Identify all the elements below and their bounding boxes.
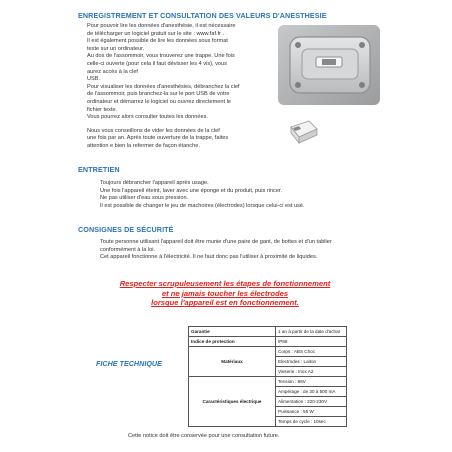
spec-label: Garantie <box>189 327 276 337</box>
text-line: Au dos de l'assommoir, vous trouverez une trappe. Une fois <box>87 53 235 60</box>
warning-line: lorsque l'appareil est en fonctionnement. <box>151 298 299 308</box>
text-line: de l'assommoir, puis branchez-la sur le port USB de votre <box>87 91 230 98</box>
text-line: une fois par an. Après toute ouverture de la trappe, faites <box>87 135 229 142</box>
spec-label: Indice de protection <box>189 337 276 347</box>
text-line: attention e bien la refermer de façon étanche. <box>87 142 200 149</box>
text-line: Toujours débrancher l'appareil après usage. <box>100 180 209 186</box>
text-line: Il est également possible de lire les données sous format <box>87 38 228 45</box>
spec-value: Visserie : Inox A2 <box>276 367 347 377</box>
spec-table <box>188 326 347 427</box>
section-body-enregistrement <box>87 23 275 151</box>
text-line: USB. <box>87 76 101 83</box>
section-body-entretien <box>100 180 420 210</box>
text-line: Nous vous conseillons de vider les données de la clef <box>87 127 220 134</box>
spec-value: Alimentation : 220-230V <box>276 397 347 407</box>
section-title-entretien: ENTRETIEN <box>78 165 120 174</box>
spec-value: Electrodes : Laiton <box>276 357 347 367</box>
text-line: celle-ci ouverte (pour cela il faut dévisser les 4 vis), vous <box>87 60 227 67</box>
text-line: Pour pouvoir lire les données d'anesthésie, il est nécessaire <box>87 23 236 29</box>
text-line: texte sur un ordinateur. <box>87 45 145 52</box>
section-body-securite <box>100 239 420 262</box>
spec-value: IP68 <box>276 337 347 347</box>
text-line: fichier texte. <box>87 106 118 113</box>
table-row <box>189 347 347 357</box>
spec-label: Caractéristiques électrique <box>189 377 276 427</box>
section-title-enregistrement: ENREGISTREMENT ET CONSULTATION DES VALEURS D'ANESTHESIE <box>78 11 327 20</box>
text-line: Ne pas utiliser d'eau sous pression. <box>100 195 189 202</box>
text-line: ordinateur et démarrez le logiciel ou ouvrez directement le <box>87 98 231 105</box>
spec-value: Tension : 86V <box>276 377 347 387</box>
text-line: Toute personne utilisant l'appareil doit être munie d'une paire de gant, de bottes et d'un tablier <box>100 239 332 245</box>
table-row <box>189 327 347 337</box>
fiche-technique-title: FICHE TECHNIQUE <box>96 359 162 368</box>
section-title-securite: CONSIGNES DE SÉCURITÉ <box>78 225 174 234</box>
footer-note: Cette notice doit être conservée pour une consultation future. <box>128 433 280 439</box>
spec-value: Temps de cycle : 10sec <box>276 417 347 427</box>
spec-label: Matériaux <box>189 347 276 377</box>
spec-value: Corps : ABS Choc <box>276 347 347 357</box>
text-line: conformément à la loi. <box>100 246 156 253</box>
usb-key-photo <box>285 113 323 151</box>
spec-value: 1 an à partir de la date d'achat <box>276 327 347 337</box>
text-line: Vous pourrez alors consulter toutes les données. <box>87 114 208 121</box>
text-line: aurez accès à la clef <box>87 68 138 75</box>
text-line: Pour visualiser les données d'anesthésies, débranchez la clef <box>87 83 240 90</box>
text-line: Une fois l'appareil éteint, laver avec une éponge et du produit, puis rincer. <box>100 187 283 194</box>
warning-line: Respecter scrupuleusement les étapes de fonctionnement <box>119 279 331 288</box>
text-line: de télécharger un logiciel gratuit sur le site : www.faf.fr . <box>87 30 225 37</box>
spec-value: Ampérage : de 30 à 500 mA <box>276 387 347 397</box>
trap-photo <box>278 25 380 105</box>
warning-line: et ne jamais toucher les électrodes <box>161 288 289 298</box>
safety-warning <box>100 279 350 308</box>
table-row <box>189 337 347 347</box>
table-row <box>189 377 347 387</box>
text-line: Cet appareil fonctionne à l'électricité. Il ne faut donc pas l'utiliser à proximité de liquides. <box>100 254 318 261</box>
text-line: Il est possible de changer le jeu de machoires (électrodes) lorsque celui-ci est usé. <box>100 202 305 209</box>
spec-value: Puissance : 55 W <box>276 407 347 417</box>
